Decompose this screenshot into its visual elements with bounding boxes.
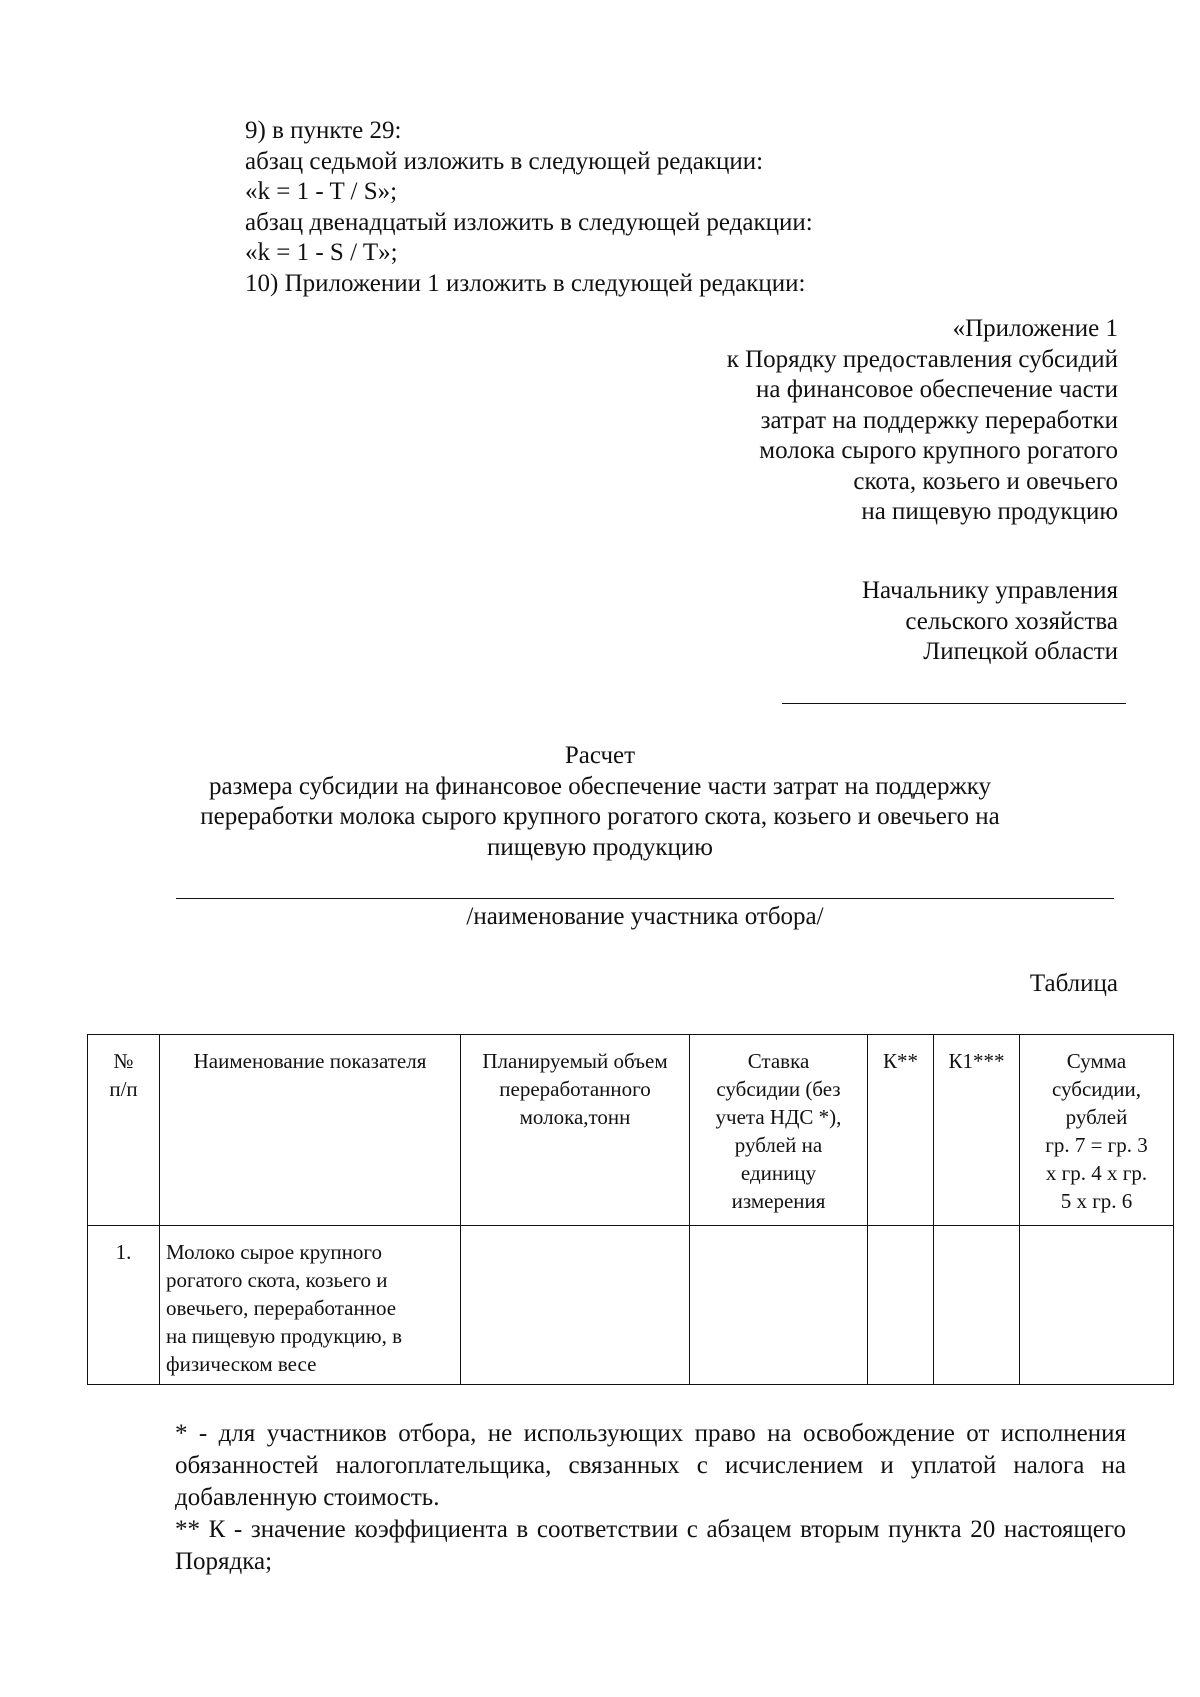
footnote-k: ** К - значение коэффициента в соответствии с абзацем вторым пункта 20 настоящего Порядка;: [175, 1516, 1126, 1575]
appendix-header: [727, 314, 1118, 528]
addressee-line: Начальнику управления: [862, 577, 1118, 604]
appendix-header-line: на финансовое обеспечение части: [756, 376, 1118, 403]
amendment-line: «k = 1 - T / S»;: [245, 178, 398, 205]
appendix-header-line: «Приложение 1: [952, 315, 1118, 342]
amendment-line: абзац седьмой изложить в следующей редакции:: [245, 147, 764, 175]
row-subsidy-rate: [690, 1226, 868, 1385]
amendment-line: «k = 1 - S / T»;: [245, 239, 398, 266]
calculation-title-line: размера субсидии на финансовое обеспечение части затрат на поддержку: [208, 772, 992, 800]
appendix-header-line: к Порядку предоставления субсидий: [726, 345, 1118, 373]
appendix-header-line: затрат на поддержку переработки: [760, 406, 1118, 434]
calculation-title: [150, 741, 1050, 863]
amendment-line: абзац двенадцатый изложить в следующей редакции:: [245, 208, 813, 236]
amendment-line: 9) в пункте 29:: [245, 117, 402, 144]
calculation-title-line: переработки молока сырого крупного рогатого скота, козьего и овечьего на: [200, 803, 1000, 830]
appendix-header-line: на пищевую продукцию: [861, 498, 1118, 525]
addressee-block: [862, 576, 1118, 668]
header-indicator-name: Наименование показателя: [160, 1035, 461, 1226]
calculation-table: [87, 1034, 1174, 1385]
row-number: 1.: [88, 1226, 160, 1385]
table-label: Таблица: [1029, 970, 1118, 997]
appendix-header-line: скота, козьего и овечьего: [853, 467, 1118, 495]
participant-name-blank-line: [176, 898, 1114, 899]
amendment-line: 10) Приложении 1 изложить в следующей редакции:: [245, 269, 806, 297]
appendix-header-line: молока сырого крупного рогатого: [759, 437, 1118, 464]
header-subsidy-sum: Сумма субсидии, рублей гр. 7 = гр. 3 x гр. 4 x гр. 5 x гр. 6: [1020, 1035, 1174, 1226]
addressee-line: Липецкой области: [923, 638, 1118, 665]
header-k1: К1***: [934, 1035, 1020, 1226]
signature-blank-line: [782, 703, 1126, 704]
header-subsidy-rate: Ставка субсидии (без учета НДС *), рублей на единицу измерения: [690, 1035, 868, 1226]
calculation-title-line: пищевую продукцию: [487, 833, 713, 861]
header-planned-volume: Планируемый объем переработанного молока,тонн: [461, 1035, 690, 1226]
footnotes: [175, 1418, 1126, 1578]
row-k: [868, 1226, 934, 1385]
row-k1: [934, 1226, 1020, 1385]
row-indicator-name: Молоко сырое крупного рогатого скота, козьего и овечьего, переработанное на пищевую продукцию, в физическом весе: [160, 1226, 461, 1385]
header-number: № п/п: [88, 1035, 160, 1226]
header-k: К**: [868, 1035, 934, 1226]
addressee-line: сельского хозяйства: [905, 607, 1118, 635]
row-subsidy-sum: [1020, 1226, 1174, 1385]
table-row: [88, 1226, 1174, 1385]
amendment-text: [245, 116, 1125, 299]
footnote-vat: * - для участников отбора, не использующих право на освобождение от исполнения обязанностей налогоплательщика, связанных с исчислением и уплатой налога на добавленную стоимость.: [175, 1420, 1126, 1511]
calculation-title-line: Расчет: [564, 742, 636, 769]
table-header-row: [88, 1035, 1174, 1226]
row-planned-volume: [461, 1226, 690, 1385]
participant-caption: /наименование участника отбора/: [466, 903, 824, 930]
